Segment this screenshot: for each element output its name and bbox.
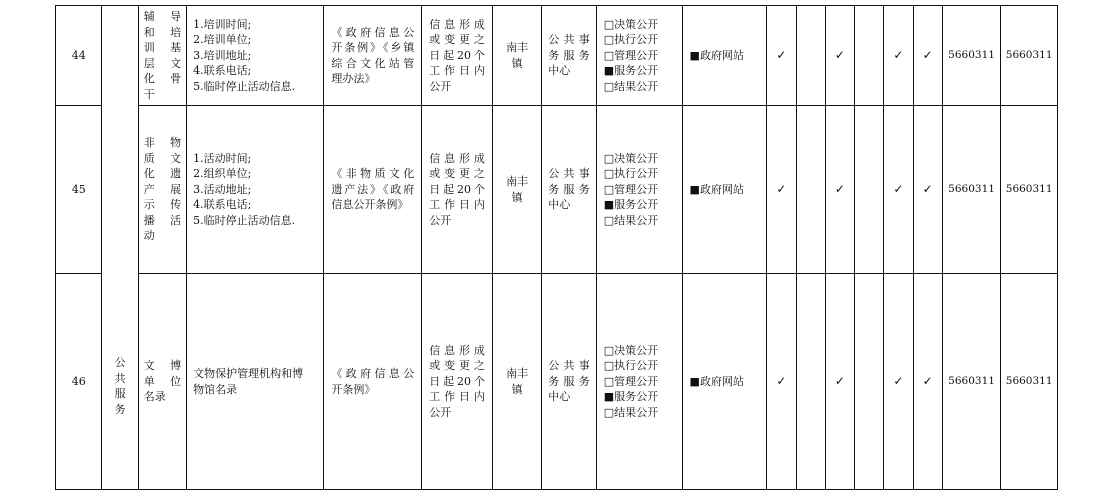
row-number: 46 [56, 274, 102, 490]
check-mark: ✓ [884, 274, 913, 490]
channel-cell: ■政府网站 [682, 6, 767, 106]
check-mark: ✓ [767, 6, 796, 106]
basis-cell: 《非物质文化 遗产法》《政府 信息公开条例》 [324, 106, 422, 274]
category-cell: 公 共 服 务 [102, 6, 138, 490]
timing-cell: 信息形成 或变更之 日起20个 工作日内 公开 [422, 274, 493, 490]
check-mark: ✓ [767, 106, 796, 274]
check-mark: ✓ [884, 6, 913, 106]
code-cell: 5660311 [942, 106, 1001, 274]
row-number: 44 [56, 6, 102, 106]
check-mark: ✓ [913, 106, 942, 274]
timing-cell: 信息形成 或变更之 日起20个 工作日内 公开 [422, 6, 493, 106]
check-empty [855, 274, 884, 490]
subject-cell: 南丰 镇 [492, 6, 541, 106]
content-cell: 1.培训时间; 2.培训单位; 3.培训地址; 4.联系电话; 5.临时停止活动信息. [187, 6, 324, 106]
check-empty [796, 106, 825, 274]
disclosure-type-cell: □决策公开 □执行公开 □管理公开 ■服务公开 □结果公开 [596, 274, 682, 490]
subject-cell: 南丰 镇 [492, 274, 541, 490]
department-cell: 公共事 务服务 中心 [542, 6, 596, 106]
channel-cell: ■政府网站 [682, 106, 767, 274]
check-mark: ✓ [913, 6, 942, 106]
content-cell: 文物保护管理机构和博 物馆名录 [187, 274, 324, 490]
timing-cell: 信息形成 或变更之 日起20个 工作日内 公开 [422, 106, 493, 274]
content-cell: 1.活动时间; 2.组织单位; 3.活动地址; 4.联系电话; 5.临时停止活动信息. [187, 106, 324, 274]
check-mark: ✓ [884, 106, 913, 274]
check-empty [855, 6, 884, 106]
department-cell: 公共事 务服务 中心 [542, 274, 596, 490]
table-row [56, 6, 1058, 106]
check-mark: ✓ [825, 106, 854, 274]
subitem-cell: 辅 导 和 培 训 基 层 文 化 骨 干 [138, 6, 186, 106]
department-cell: 公共事 务服务 中心 [542, 106, 596, 274]
check-mark: ✓ [825, 274, 854, 490]
row-number: 45 [56, 106, 102, 274]
check-empty [796, 6, 825, 106]
code-cell: 5660311 [942, 274, 1001, 490]
check-mark: ✓ [767, 274, 796, 490]
basis-cell: 《政府信息公 开条例》 [324, 274, 422, 490]
disclosure-table [55, 5, 1058, 490]
table-row [56, 274, 1058, 490]
table-row [56, 106, 1058, 274]
code-cell: 5660311 [1001, 106, 1058, 274]
basis-cell: 《政府信息公 开条例》《乡镇 综合文化站管 理办法》 [324, 6, 422, 106]
check-mark: ✓ [825, 6, 854, 106]
code-cell: 5660311 [942, 6, 1001, 106]
code-cell: 5660311 [1001, 274, 1058, 490]
subject-cell: 南丰 镇 [492, 106, 541, 274]
disclosure-type-cell: □决策公开 □执行公开 □管理公开 ■服务公开 □结果公开 [596, 106, 682, 274]
check-empty [855, 106, 884, 274]
check-mark: ✓ [913, 274, 942, 490]
check-empty [796, 274, 825, 490]
channel-cell: ■政府网站 [682, 274, 767, 490]
subitem-cell: 非 物 质 文 化 遗 产 展 示 传 播 活 动 [138, 106, 186, 274]
disclosure-type-cell: □决策公开 □执行公开 □管理公开 ■服务公开 □结果公开 [596, 6, 682, 106]
code-cell: 5660311 [1001, 6, 1058, 106]
subitem-cell: 文 博 单 位 名录 [138, 274, 186, 490]
